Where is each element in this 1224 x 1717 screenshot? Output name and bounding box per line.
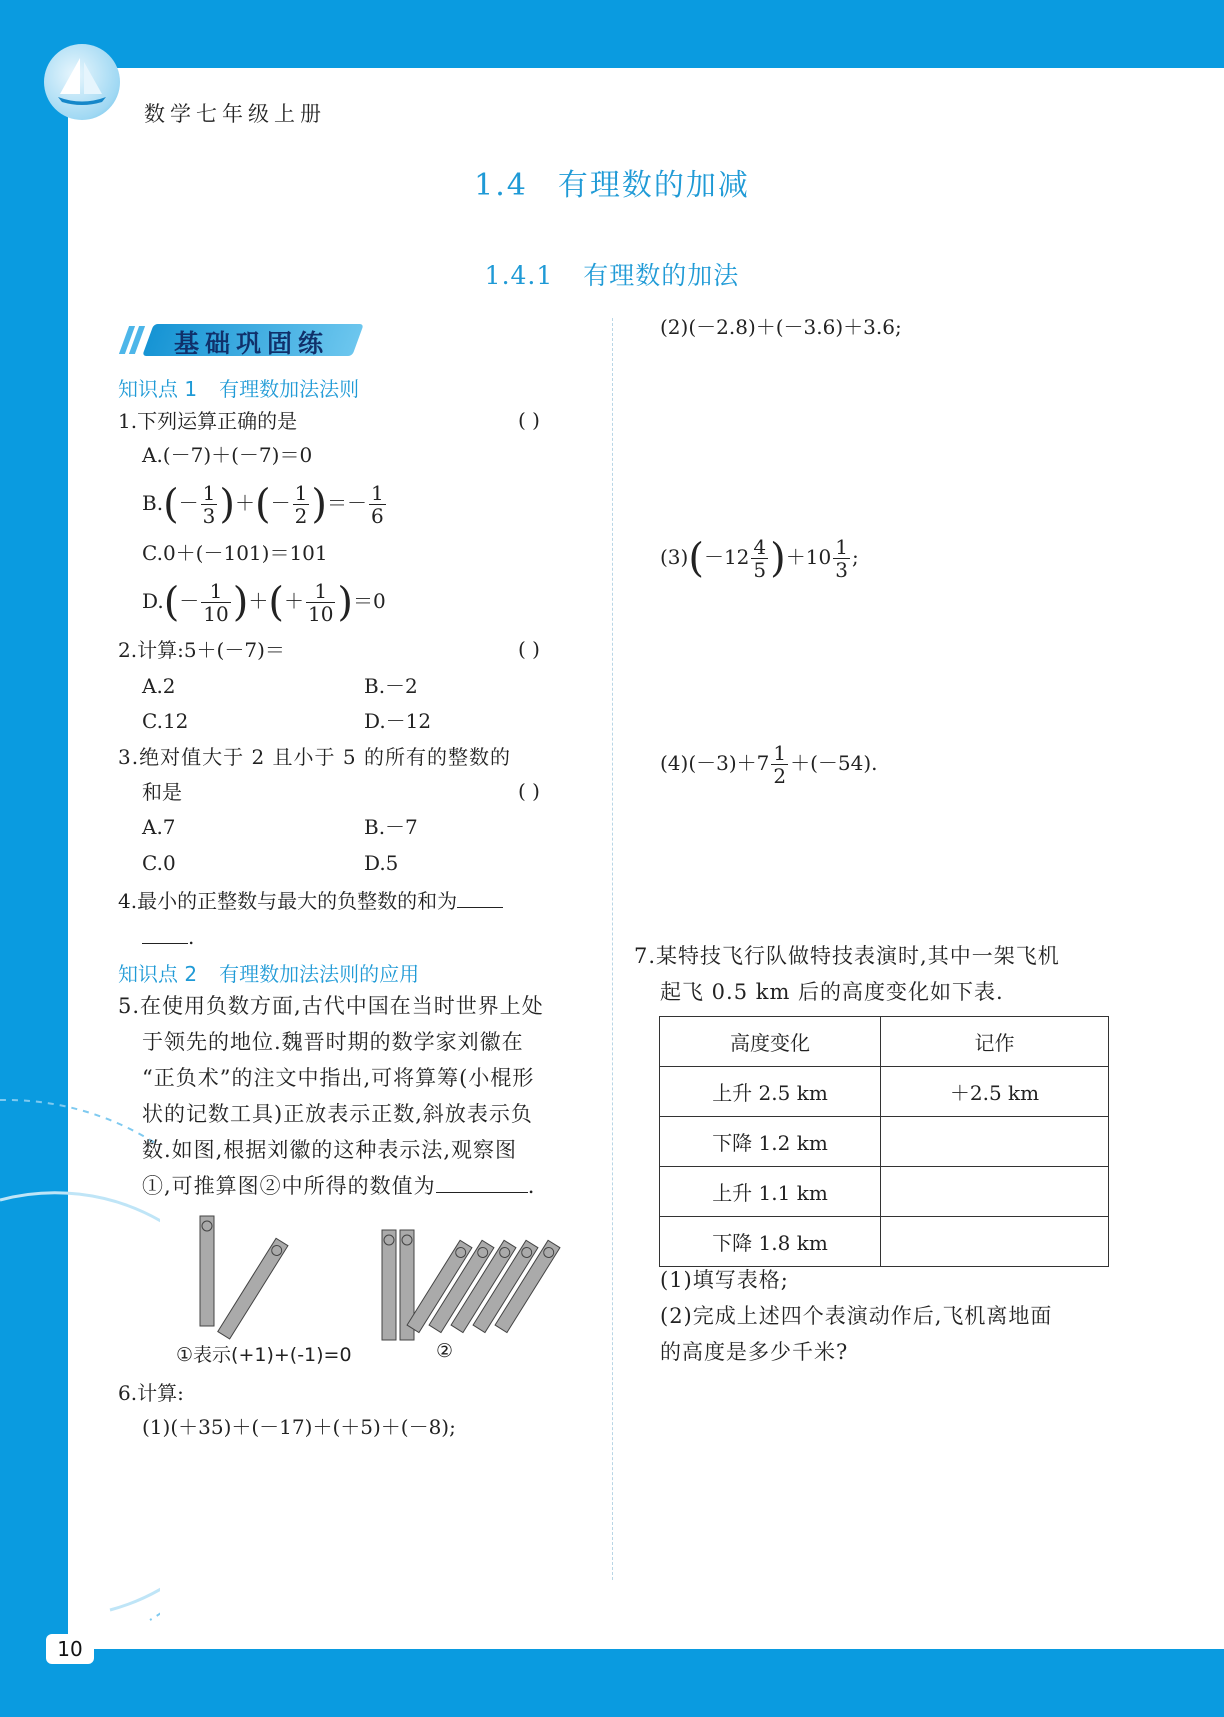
answer-blank[interactable] (436, 1192, 528, 1193)
table-header: 记作 (881, 1017, 1109, 1067)
table-row (660, 1067, 1109, 1117)
q6-stem: 6.计算: (118, 1381, 184, 1405)
q5-line: 于领先的地位.魏晋时期的数学家刘徽在 (142, 1030, 524, 1054)
q3-option-d: D.5 (364, 851, 399, 875)
top-border (0, 0, 1224, 68)
table-cell: 上升 2.5 km (660, 1067, 881, 1117)
table-header: 高度变化 (660, 1017, 881, 1067)
q4-period: . (188, 925, 195, 949)
figure-2-caption: ② (436, 1340, 454, 1362)
table-cell: 下降 1.2 km (660, 1117, 881, 1167)
option-prefix: B. (142, 491, 164, 515)
q5-period: . (527, 1174, 536, 1198)
q2-option-d: D.－12 (364, 709, 432, 733)
part-prefix: (3) (660, 545, 689, 569)
q2-option-c: C.12 (142, 709, 189, 733)
q6-part-3: (3)(－12 $\frac{4}{5}$ )＋10 $\frac{1}{3}$ ; (660, 535, 859, 582)
q5-line: 5.在使用负数方面,古代中国在当时世界上处 (118, 994, 544, 1018)
q7-subquestions (660, 1262, 1052, 1370)
q6-part-4: (4)(－3)＋7 $\frac{1}{2}$ ＋(－54). (660, 741, 878, 788)
q2-option-a: A.2 (142, 674, 176, 698)
q4-stem-cont (142, 924, 194, 950)
column-divider (612, 318, 613, 1580)
answer-blank[interactable] (457, 907, 503, 908)
knowledge-point-1 (118, 373, 359, 402)
table-cell-blank[interactable] (881, 1167, 1109, 1217)
q7-sub-1: (1)填写表格; (660, 1268, 789, 1292)
q3-option-b: B.－7 (364, 815, 418, 839)
answer-paren: ( ) (518, 637, 540, 661)
bottom-border (0, 1649, 1224, 1717)
section-title (0, 160, 1224, 204)
table-row (660, 1217, 1109, 1267)
q1-option-b: B.(－ $\frac{1}{3}$ )＋(－ $\frac{1}{2}$ )＝－ $\frac{1}{6}$ (142, 481, 384, 528)
table-cell: 上升 1.1 km (660, 1167, 881, 1217)
book-title: 数学七年级上册 (144, 102, 326, 126)
section-title-text: 有理数的加减 (557, 168, 750, 203)
part-end: ; (851, 545, 859, 569)
answer-paren: ( ) (518, 408, 540, 432)
kp-label: 知识点 2 (118, 962, 198, 986)
q3-option-a: A.7 (142, 815, 176, 839)
q5-last-text: ①,可推算图②中所得的数值为 (142, 1174, 436, 1198)
q5-line: 状的记数工具)正放表示正数,斜放表示负 (142, 1102, 533, 1126)
subsection-title-text: 有理数的加法 (583, 261, 740, 290)
q5-line: 数.如图,根据刘徽的这种表示法,观察图 (142, 1138, 518, 1162)
section-banner (120, 322, 365, 358)
q7-sub-2-cont: 的高度是多少千米? (660, 1340, 849, 1364)
part-mid: ＋10 (785, 545, 832, 569)
sailboat-logo-icon (44, 44, 120, 120)
table-cell-blank[interactable] (881, 1117, 1109, 1167)
q1-option-d: D.(－ $\frac{1}{10}$ )＋(＋ $\frac{1}{10}$ )＝0 (142, 579, 386, 626)
q3-stem-cont: 和是 (142, 780, 182, 804)
q7-line: 起飞 0.5 km 后的高度变化如下表. (660, 980, 1004, 1004)
subsection-title (0, 256, 1224, 292)
banner-label: 基础巩固练 (174, 329, 330, 358)
figure-1-caption: ①表示(+1)+(-1)=0 (176, 1344, 352, 1366)
figure-1-rods (200, 1216, 288, 1339)
table-row (660, 1117, 1109, 1167)
q6-part-1: (1)(＋35)＋(－17)＋(＋5)＋(－8); (142, 1415, 456, 1439)
q4-text: 4.最小的正整数与最大的负整数的和为 (118, 889, 458, 913)
table-row (660, 1167, 1109, 1217)
q7-line: 7.某特技飞行队做特技表演时,其中一架飞机 (634, 944, 1060, 968)
q3-option-c: C.0 (142, 851, 176, 875)
q7-sub-2: (2)完成上述四个表演动作后,飞机离地面 (660, 1304, 1053, 1328)
subsection-number: 1.4.1 (484, 261, 554, 290)
kp-title: 有理数加法法则的应用 (219, 962, 420, 986)
kp-label: 知识点 1 (118, 377, 198, 401)
q1-option-a: A.(－7)＋(－7)＝0 (142, 443, 313, 467)
q4-stem (118, 888, 503, 914)
altitude-table (659, 1016, 1109, 1267)
section-number: 1.4 (474, 168, 528, 203)
q5-paragraph (118, 988, 544, 1204)
answer-blank[interactable] (142, 943, 188, 944)
kp-title: 有理数加法法则 (219, 377, 360, 401)
part-end: ＋(－54). (790, 751, 878, 775)
q2-stem: 2.计算:5＋(－7)＝ (118, 638, 285, 662)
q1-option-c: C.0＋(－101)＝101 (142, 541, 328, 565)
q5-line: “正负术”的注文中指出,可将算筹(小棍形 (142, 1066, 535, 1090)
q6-part-2: (2)(－2.8)＋(－3.6)＋3.6; (660, 315, 902, 339)
q2-option-b: B.－2 (364, 674, 418, 698)
knowledge-point-2 (118, 958, 419, 987)
q3-stem: 3.绝对值大于 2 且小于 5 的所有的整数的 (118, 745, 511, 769)
figure-2-rods (382, 1230, 560, 1340)
part-prefix: (4)(－3)＋7 (660, 751, 770, 775)
q5-line (118, 1168, 544, 1204)
table-cell: 下降 1.8 km (660, 1217, 881, 1267)
option-prefix: D. (142, 589, 164, 613)
answer-paren: ( ) (518, 779, 540, 803)
table-header-row (660, 1017, 1109, 1067)
table-cell-blank[interactable] (881, 1217, 1109, 1267)
q7-stem (634, 938, 1060, 1010)
table-cell: ＋2.5 km (881, 1067, 1109, 1117)
counting-rods-figure (150, 1212, 570, 1352)
q1-stem: 1.下列运算正确的是 (118, 409, 298, 433)
page-number: 10 (46, 1634, 94, 1664)
